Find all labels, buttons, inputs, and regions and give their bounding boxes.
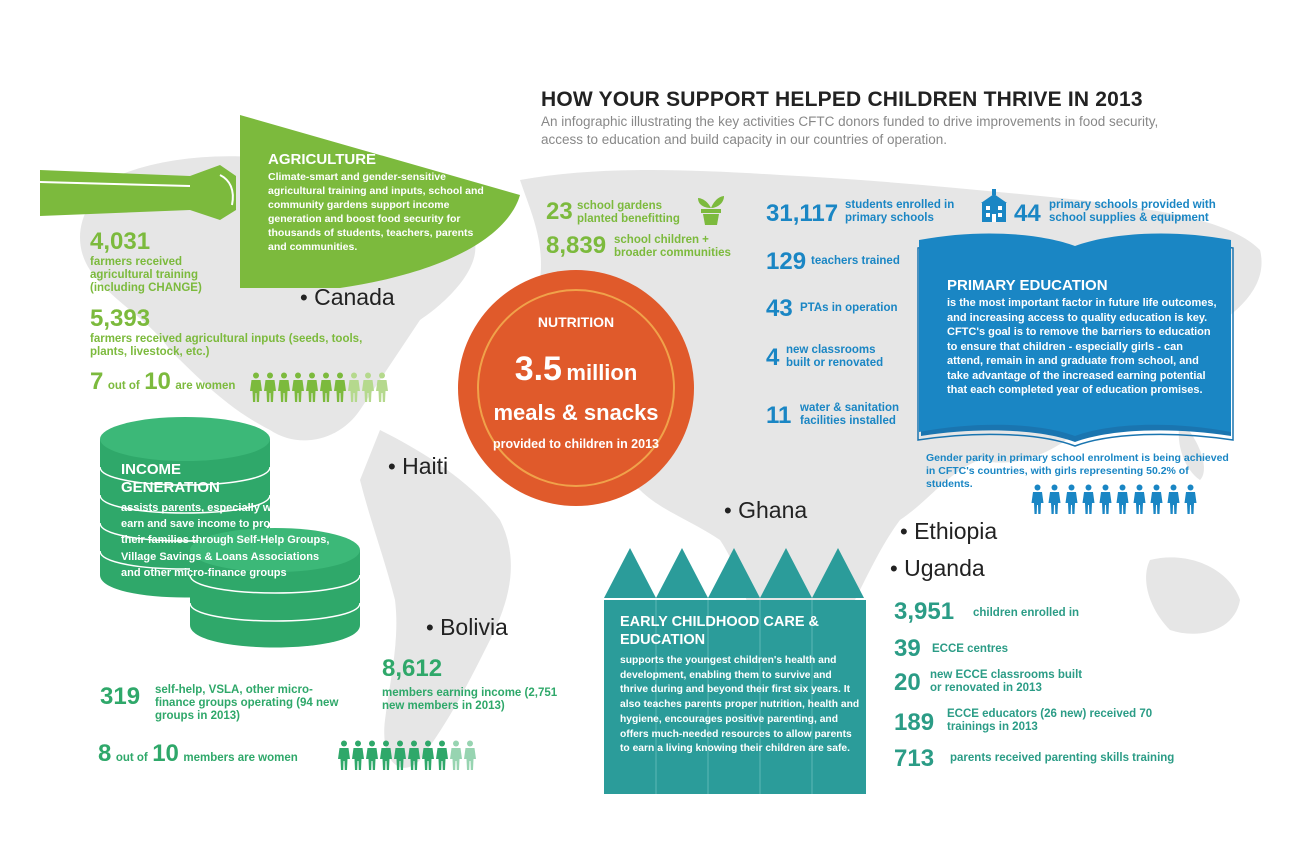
person-icon: [436, 740, 448, 775]
ecce-stat-2-value: 20: [894, 669, 921, 696]
plant-pot-icon: [696, 190, 726, 226]
primary-stat-4-value: 4: [766, 344, 780, 371]
agriculture-body: Climate-smart and gender-sensitive agricultural training and inputs, school and community gardens support income generation and boost food security for thousands of students, teachers, parents and communities.: [268, 171, 484, 253]
income-women-num: 8: [98, 740, 112, 767]
gardens-label: school gardens planted benefitting: [577, 200, 680, 225]
ecce-stat-1-label: ECCE centres: [932, 643, 1009, 655]
income-women-stat: [98, 740, 298, 768]
person-icon: [320, 372, 332, 407]
children-label: school children + broader communities: [614, 234, 731, 259]
person-icon: [408, 740, 420, 775]
person-icon: [352, 740, 364, 775]
children-value: 8,839: [546, 232, 607, 259]
ecce-stat-3-value: 189: [894, 709, 935, 736]
country-uganda: • Uganda: [890, 555, 985, 581]
agri-training-label: farmers received agricultural training (including CHANGE): [90, 256, 202, 294]
primary-stat-1-value: 44: [1014, 200, 1041, 227]
gardens-value: 23: [546, 198, 573, 225]
agri-women-den: 10: [144, 368, 171, 395]
person-icon: [1183, 484, 1198, 519]
income-women-label: members are women: [183, 752, 298, 764]
income-heading: INCOME GENERATION: [121, 461, 220, 496]
ecce-stat-4-value: 713: [894, 745, 935, 772]
groups-value: 319: [100, 683, 141, 710]
person-icon: [306, 372, 318, 407]
nutrition-sub: provided to children in 2013: [492, 437, 659, 451]
person-icon: [1149, 484, 1164, 519]
person-icon: [1047, 484, 1062, 519]
ecce-stat-3-label: ECCE educators (26 new) received 70 trainings in 2013: [947, 708, 1153, 733]
primary-stat-0-value: 31,117: [766, 200, 839, 227]
country-ghana: • Ghana: [724, 497, 808, 523]
person-icon: [348, 372, 360, 407]
income-women-of: out of: [115, 752, 148, 764]
nutrition-value: 3.5: [514, 350, 562, 388]
person-icon: [292, 372, 304, 407]
person-icon: [264, 372, 276, 407]
nutrition-value-row: [456, 350, 696, 389]
person-icon: [1132, 484, 1147, 519]
income-women-den: 10: [152, 740, 179, 767]
country-canada: • Canada: [300, 284, 395, 310]
agri-women-num: 7: [90, 368, 104, 395]
person-icon: [1115, 484, 1130, 519]
agri-women-stat: [90, 368, 235, 396]
person-icon: [380, 740, 392, 775]
ecce-heading: EARLY CHILDHOOD CARE & EDUCATION: [620, 614, 819, 648]
primary-stat-5-value: 11: [766, 402, 792, 429]
agri-training-value: 4,031: [90, 228, 151, 255]
primary-stat-0-label: students enrolled in primary schools: [845, 199, 955, 224]
person-icon: [1166, 484, 1181, 519]
primary-heading: PRIMARY EDUCATION: [947, 277, 1108, 294]
country-haiti: • Haiti: [388, 453, 449, 479]
primary-stat-5-label: water & sanitation facilities installed: [800, 402, 900, 427]
ecce-stat-0-value: 3,951: [894, 598, 955, 625]
country-ethiopia: • Ethiopia: [900, 518, 998, 544]
person-icon: [366, 740, 378, 775]
agri-women-of: out of: [107, 380, 140, 392]
primary-stat-2-label: teachers trained: [811, 255, 900, 267]
agri-inputs-value: 5,393: [90, 305, 151, 332]
country-bolivia: • Bolivia: [426, 614, 508, 640]
person-icon: [376, 372, 388, 407]
agriculture-heading: AGRICULTURE: [268, 151, 377, 168]
person-icon: [278, 372, 290, 407]
ecce-stat-0-label: children enrolled in: [973, 607, 1080, 619]
members-value: 8,612: [382, 655, 443, 682]
person-icon: [1064, 484, 1079, 519]
nutrition-unit: million: [566, 360, 638, 385]
person-icon: [394, 740, 406, 775]
ecce-stat-1-value: 39: [894, 635, 921, 662]
primary-stat-3-label: PTAs in operation: [800, 302, 898, 314]
income-body: assists parents, especially women, to earn and save income to provide for their families through Self-Help Groups, Village Savings & Loans Associations and other micro-finance groups: [121, 502, 330, 579]
agri-women-label: are women: [175, 380, 236, 392]
ecce-stat-2-label: new ECCE classrooms built or renovated in 2013: [930, 669, 1083, 694]
primary-stat-2-value: 129: [766, 248, 807, 275]
person-icon: [422, 740, 434, 775]
groups-label: self-help, VSLA, other micro-finance groups operating (94 new groups in 2013): [155, 684, 339, 722]
person-icon: [1098, 484, 1113, 519]
income-people-icons: [338, 740, 476, 775]
person-icon: [250, 372, 262, 407]
person-icon: [1030, 484, 1045, 519]
ecce-body: supports the youngest children's health and development, enabling them to survive and thrive during and beyond their first six years. It also teaches parents proper nutrition, health and hygiene, encourages positive parenting, and offers much-needed resources to allow parents to earn a living knowing their children are safe.: [620, 655, 860, 755]
nutrition-heading: NUTRITION: [537, 314, 615, 330]
primary-stat-1-label: primary schools provided with school supplies & equipment: [1049, 199, 1216, 224]
parity-text: Gender parity in primary school enrolment is being achieved in CFTC's countries, with girls representing 50.2% of students.: [926, 452, 1229, 490]
primary-stat-4-label: new classrooms built or renovated: [786, 344, 884, 369]
person-icon: [338, 740, 350, 775]
person-icon: [450, 740, 462, 775]
person-icon: [464, 740, 476, 775]
page-title: HOW YOUR SUPPORT HELPED CHILDREN THRIVE IN 2013: [541, 88, 1143, 111]
primary-people-icons: [1030, 484, 1198, 519]
primary-stat-3-value: 43: [766, 295, 793, 322]
school-icon: [979, 189, 1009, 223]
person-icon: [362, 372, 374, 407]
agri-inputs-label: farmers received agricultural inputs (seeds, tools, plants, livestock, etc.): [90, 333, 363, 358]
person-icon: [1081, 484, 1096, 519]
person-icon: [334, 372, 346, 407]
nutrition-label: meals & snacks: [493, 400, 659, 425]
ecce-stat-4-label: parents received parenting skills training: [950, 752, 1175, 764]
page-subtitle: An infographic illustrating the key activities CFTC donors funded to drive improvements in food security, access to education and build capacity in our countries of operation.: [541, 114, 1159, 147]
primary-body: is the most important factor in future life outcomes, and increasing access to quality education is key. CFTC's goal is to remove the barriers to education to ensure that children - especially girls - can attend, remain in and graduate from school, and take advantage of the increased earning potential that each completed year of education promises.: [947, 297, 1217, 396]
agri-people-icons: [250, 372, 388, 407]
members-label: members earning income (2,751 new members in 2013): [382, 687, 558, 712]
